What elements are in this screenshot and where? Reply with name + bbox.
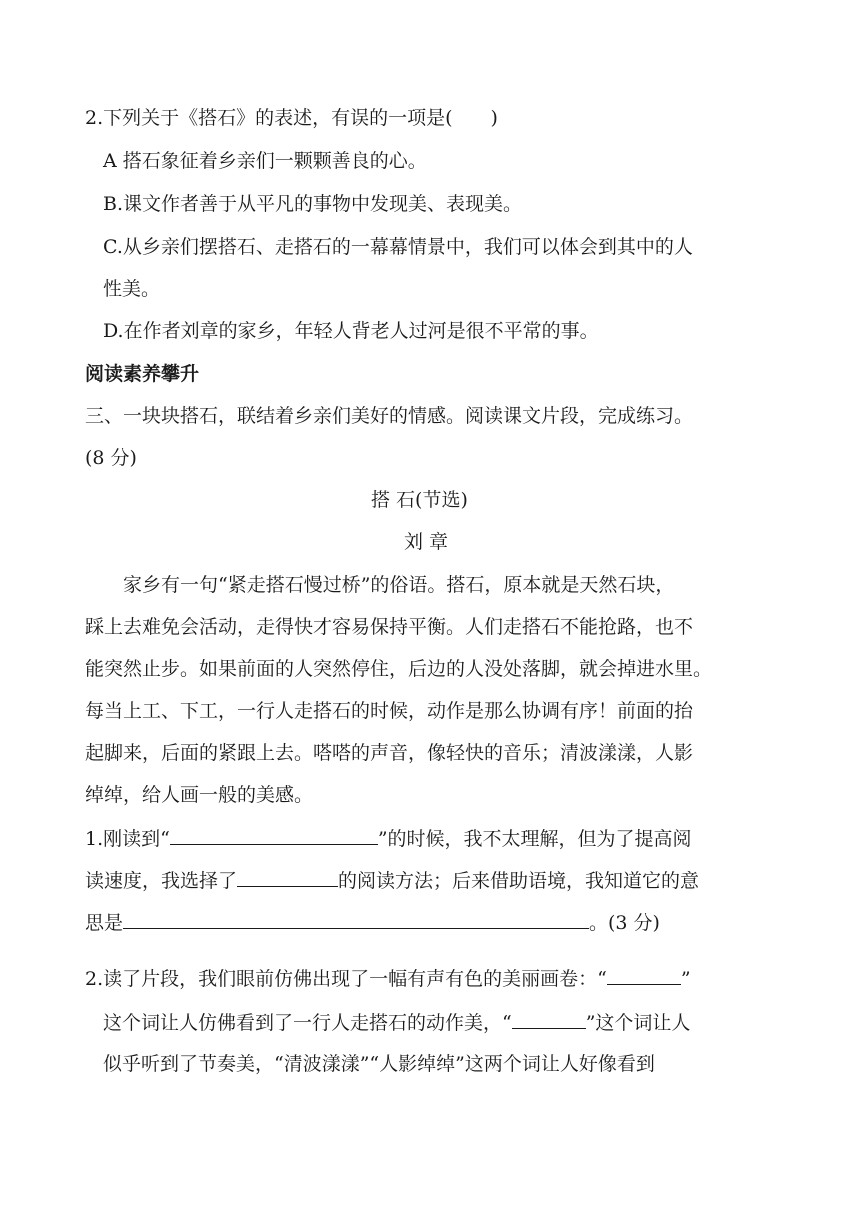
option-b: B.课文作者善于从平凡的事物中发现美、表现美。 [103, 193, 523, 215]
answer-blank[interactable] [512, 1010, 586, 1029]
answer-blank[interactable] [237, 868, 338, 887]
answer-blank[interactable] [607, 966, 681, 985]
exercise-1-line-2 [85, 868, 699, 893]
exercise-2-line-1 [85, 966, 691, 991]
exercise-1-text: 1.刚读到“ [85, 828, 170, 850]
exercise-2-text: ” [680, 968, 691, 990]
passage-author: 刘 章 [404, 531, 449, 553]
exercise-1-text: 的阅读方法；后来借助语境，我知道它的意 [338, 870, 700, 892]
passage-line: 每当上工、下工，一行人走搭石的时候，动作是那么协调有序！前面的抬 [85, 700, 694, 722]
question-2-stem: 2.下列关于《搭石》的表述，有误的一项是( ) [85, 107, 498, 129]
section-heading: 阅读素养攀升 [85, 363, 200, 385]
exercise-1-text: 思是 [85, 912, 124, 934]
option-d: D.在作者刘章的家乡，年轻人背老人过河是很不平常的事。 [103, 320, 599, 342]
option-c-line-2: 性美。 [103, 278, 161, 300]
exercise-2-text: ”这个词让人 [585, 1012, 691, 1034]
exercise-2-line-2 [103, 1010, 690, 1035]
option-c-line-1: C.从乡亲们摆搭石、走搭石的一幕幕情景中，我们可以体会到其中的人 [103, 236, 693, 258]
passage-line: 踩上去难免会活动，走得快才容易保持平衡。人们走搭石不能抢路，也不 [85, 616, 694, 638]
part-3-line-1: 三、一块块搭石，联结着乡亲们美好的情感。阅读课文片段，完成练习。 [85, 405, 694, 427]
answer-blank[interactable] [123, 910, 589, 929]
passage-line: 家乡有一句“紧走搭石慢过桥”的俗语。搭石，原本就是天然石块， [123, 574, 675, 596]
exercise-1-line-3 [85, 910, 660, 935]
exercise-1-line-1 [85, 826, 692, 851]
passage-line: 能突然止步。如果前面的人突然停住，后边的人没处落脚，就会掉进水里。 [85, 658, 713, 680]
exercise-2-text: 2.读了片段，我们眼前仿佛出现了一幅有声有色的美丽画卷：“ [85, 968, 607, 990]
exercise-2-line-3: 似乎听到了节奏美，“清波漾漾”“人影绰绰”这两个词让人好像看到 [103, 1053, 655, 1075]
passage-line: 绰绰，给人画一般的美感。 [85, 784, 314, 806]
exercise-2-text: 这个词让人仿佛看到了一行人走搭石的动作美，“ [103, 1012, 512, 1034]
exercise-1-text: ”的时候，我不太理解，但为了提高阅 [377, 828, 692, 850]
option-a: A 搭石象征着乡亲们一颗颗善良的心。 [103, 150, 427, 172]
passage-line: 起脚来，后面的紧跟上去。嗒嗒的声音，像轻快的音乐；清波漾漾，人影 [85, 742, 694, 764]
exercise-1-text: 读速度，我选择了 [85, 870, 238, 892]
part-3-line-2: (8 分) [85, 447, 137, 469]
answer-blank[interactable] [170, 826, 378, 845]
exercise-1-text: 。(3 分) [589, 912, 660, 934]
passage-title: 搭 石(节选) [371, 489, 468, 511]
